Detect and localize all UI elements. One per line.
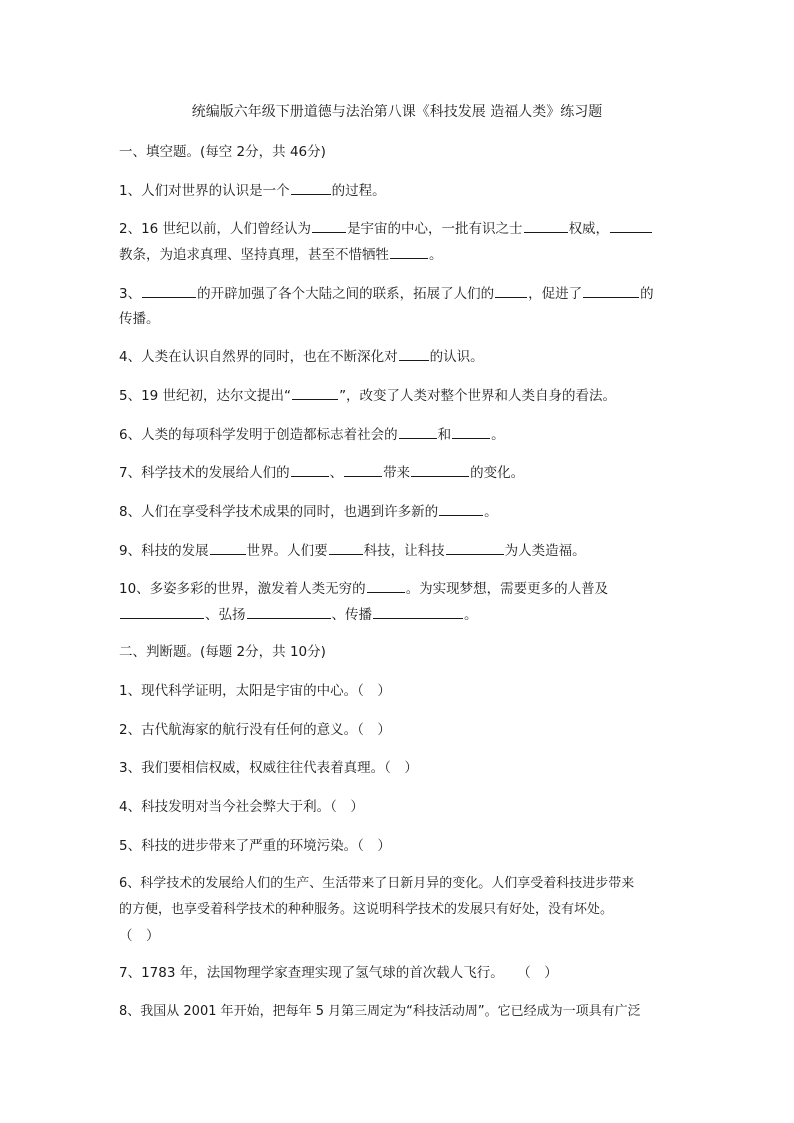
judge-question-6-line-3: （ ） [119, 928, 160, 944]
fill-question-5: 5、19 世纪初，达尔文提出“ ”，改变了人类对整个世界和人类自身的看法。 [119, 385, 679, 406]
answer-blank[interactable] [524, 218, 568, 233]
judge-question-8: 8、我国从 2001 年开始，把每年 5 月第三周定为“科技活动周”。它已经成为一项具有广泛 [119, 1004, 641, 1019]
answer-blank[interactable] [291, 462, 329, 477]
fill-question-2-line-2: 教条，为追求真理、坚持真理，甚至不惜牺牲 。 [119, 244, 679, 265]
section-1-header: 一、填空题。(每空 2分，共 46分) [119, 144, 326, 160]
answer-blank[interactable] [291, 180, 331, 195]
answer-blank[interactable] [411, 462, 469, 477]
answer-blank[interactable] [292, 385, 338, 400]
answer-blank[interactable] [247, 604, 331, 619]
page-title: 统编版六年级下册道德与法治第八课《科技发展 造福人类》练习题 [191, 104, 603, 120]
answer-blank[interactable] [210, 540, 246, 555]
answer-blank[interactable] [120, 604, 204, 619]
judge-question-2: 2、古代航海家的航行没有任何的意义。（ ） [119, 722, 391, 738]
fill-question-10-line-1: 10、多姿多彩的世界，激发着人类无穷的 。为实现梦想，需要更多的人普及 [119, 578, 679, 599]
fill-question-3-line-1: 3、 的开辟加强了各个大陆之间的联系，拓展了人们的 ，促进了 的 [119, 283, 679, 304]
answer-blank[interactable] [312, 218, 346, 233]
answer-blank[interactable] [373, 604, 463, 619]
answer-blank[interactable] [390, 244, 428, 259]
answer-blank[interactable] [399, 346, 429, 361]
judge-question-7: 7、1783 年，法国物理学家查理实现了氢气球的首次载人飞行。 （ ） [119, 965, 558, 981]
fill-question-9: 9、科技的发展 世界。人们要 科技，让科技 为人类造福。 [119, 540, 679, 561]
judge-question-3: 3、我们要相信权威，权威往往代表着真理。（ ） [119, 760, 418, 776]
fill-question-8: 8、人们在享受科学技术成果的同时，也遇到许多新的 。 [119, 501, 679, 522]
fill-question-2-line-1: 2、16 世纪以前，人们曾经认为 是宇宙的中心，一批有识之士 权威， [119, 218, 679, 239]
answer-blank[interactable] [399, 424, 437, 439]
judge-question-6-line-2: 的方便，也享受着科学技术的种种服务。这说明科学技术的发展只有好处，没有坏处。 [119, 902, 614, 917]
judge-question-5: 5、科技的进步带来了严重的环境污染。（ ） [119, 838, 391, 854]
answer-blank[interactable] [367, 578, 405, 593]
fill-question-10-line-2: 、弘扬 、传播 。 [119, 604, 679, 625]
answer-blank[interactable] [344, 462, 382, 477]
fill-question-4: 4、人类在认识自然界的同时，也在不断深化对 的认识。 [119, 346, 679, 367]
fill-question-7: 7、科学技术的发展给人们的 、 带来 的变化。 [119, 462, 679, 483]
answer-blank[interactable] [439, 501, 483, 516]
fill-question-3-line-2: 传播。 [119, 311, 160, 327]
answer-blank[interactable] [495, 283, 527, 298]
judge-question-4: 4、科技发明对当今社会弊大于利。（ ） [119, 799, 364, 815]
answer-blank[interactable] [446, 540, 504, 555]
fill-question-6: 6、人类的每项科学发明于创造都标志着社会的 和 。 [119, 424, 679, 445]
fill-question-1: 1、人们对世界的认识是一个 的过程。 [119, 180, 679, 201]
judge-question-6-line-1: 6、科学技术的发展给人们的生产、生活带来了日新月异的变化。人们享受着科技进步带来 [119, 876, 635, 891]
answer-blank[interactable] [142, 283, 196, 298]
section-2-header: 二、判断题。(每题 2分，共 10分) [119, 644, 326, 660]
judge-question-1: 1、现代科学证明，太阳是宇宙的中心。（ ） [119, 683, 391, 699]
answer-blank[interactable] [610, 218, 652, 233]
answer-blank[interactable] [329, 540, 363, 555]
answer-blank[interactable] [583, 283, 639, 298]
answer-blank[interactable] [452, 424, 490, 439]
